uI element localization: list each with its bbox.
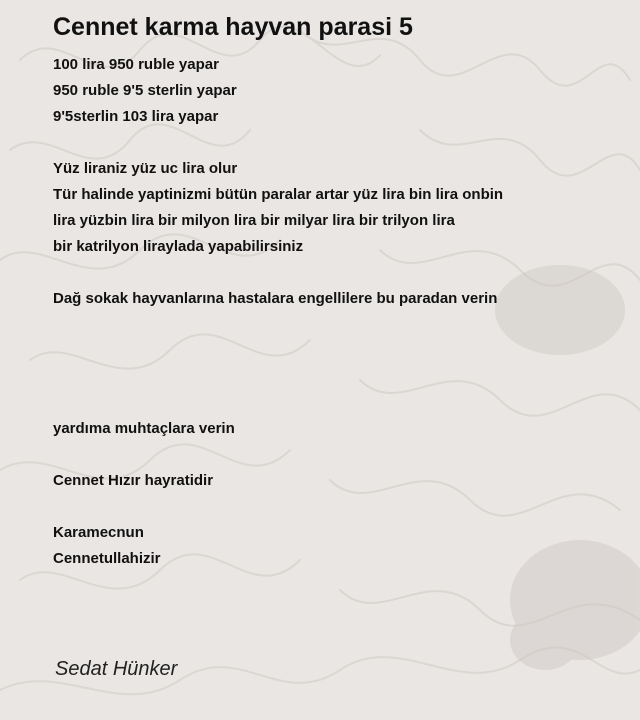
poem-body — [53, 52, 613, 572]
poem-line: Dağ sokak hayvanlarına hastalara engellilere bu paradan verin — [53, 290, 498, 307]
poem-line: yardıma muhtaçlara verin — [53, 420, 235, 437]
poem-line: 9'5sterlin 103 lira yapar — [53, 108, 219, 125]
poem-line: bir katrilyon liraylada yapabilirsiniz — [53, 238, 304, 255]
poem-line — [53, 312, 613, 338]
poem-line: Cennetullahizir — [53, 550, 161, 567]
poem-line — [53, 130, 613, 156]
poem-line — [53, 364, 613, 390]
poem-line: 950 ruble 9'5 sterlin yapar — [53, 82, 237, 99]
poem-line: lira yüzbin lira bir milyon lira bir milyar lira bir trilyon lira — [53, 212, 455, 229]
poem-line — [53, 494, 613, 520]
poem-line — [53, 260, 613, 286]
poem-line: Cennet Hızır hayratidir — [53, 472, 214, 489]
poem-line — [53, 442, 613, 468]
poem-title: Cennet karma hayvan parasi 5 — [53, 13, 413, 41]
poem-line: Yüz liraniz yüz uc lira olur — [53, 160, 238, 177]
poem-line: Tür halinde yaptinizmi bütün paralar artar yüz lira bin lira onbin — [53, 186, 504, 203]
poem-author: Sedat Hünker — [55, 658, 178, 680]
poem-content — [53, 10, 613, 572]
poem-line — [53, 390, 613, 416]
poem-line: Karamecnun — [53, 524, 144, 541]
poem-line — [53, 338, 613, 364]
poem-line: 100 lira 950 ruble yapar — [53, 56, 219, 73]
